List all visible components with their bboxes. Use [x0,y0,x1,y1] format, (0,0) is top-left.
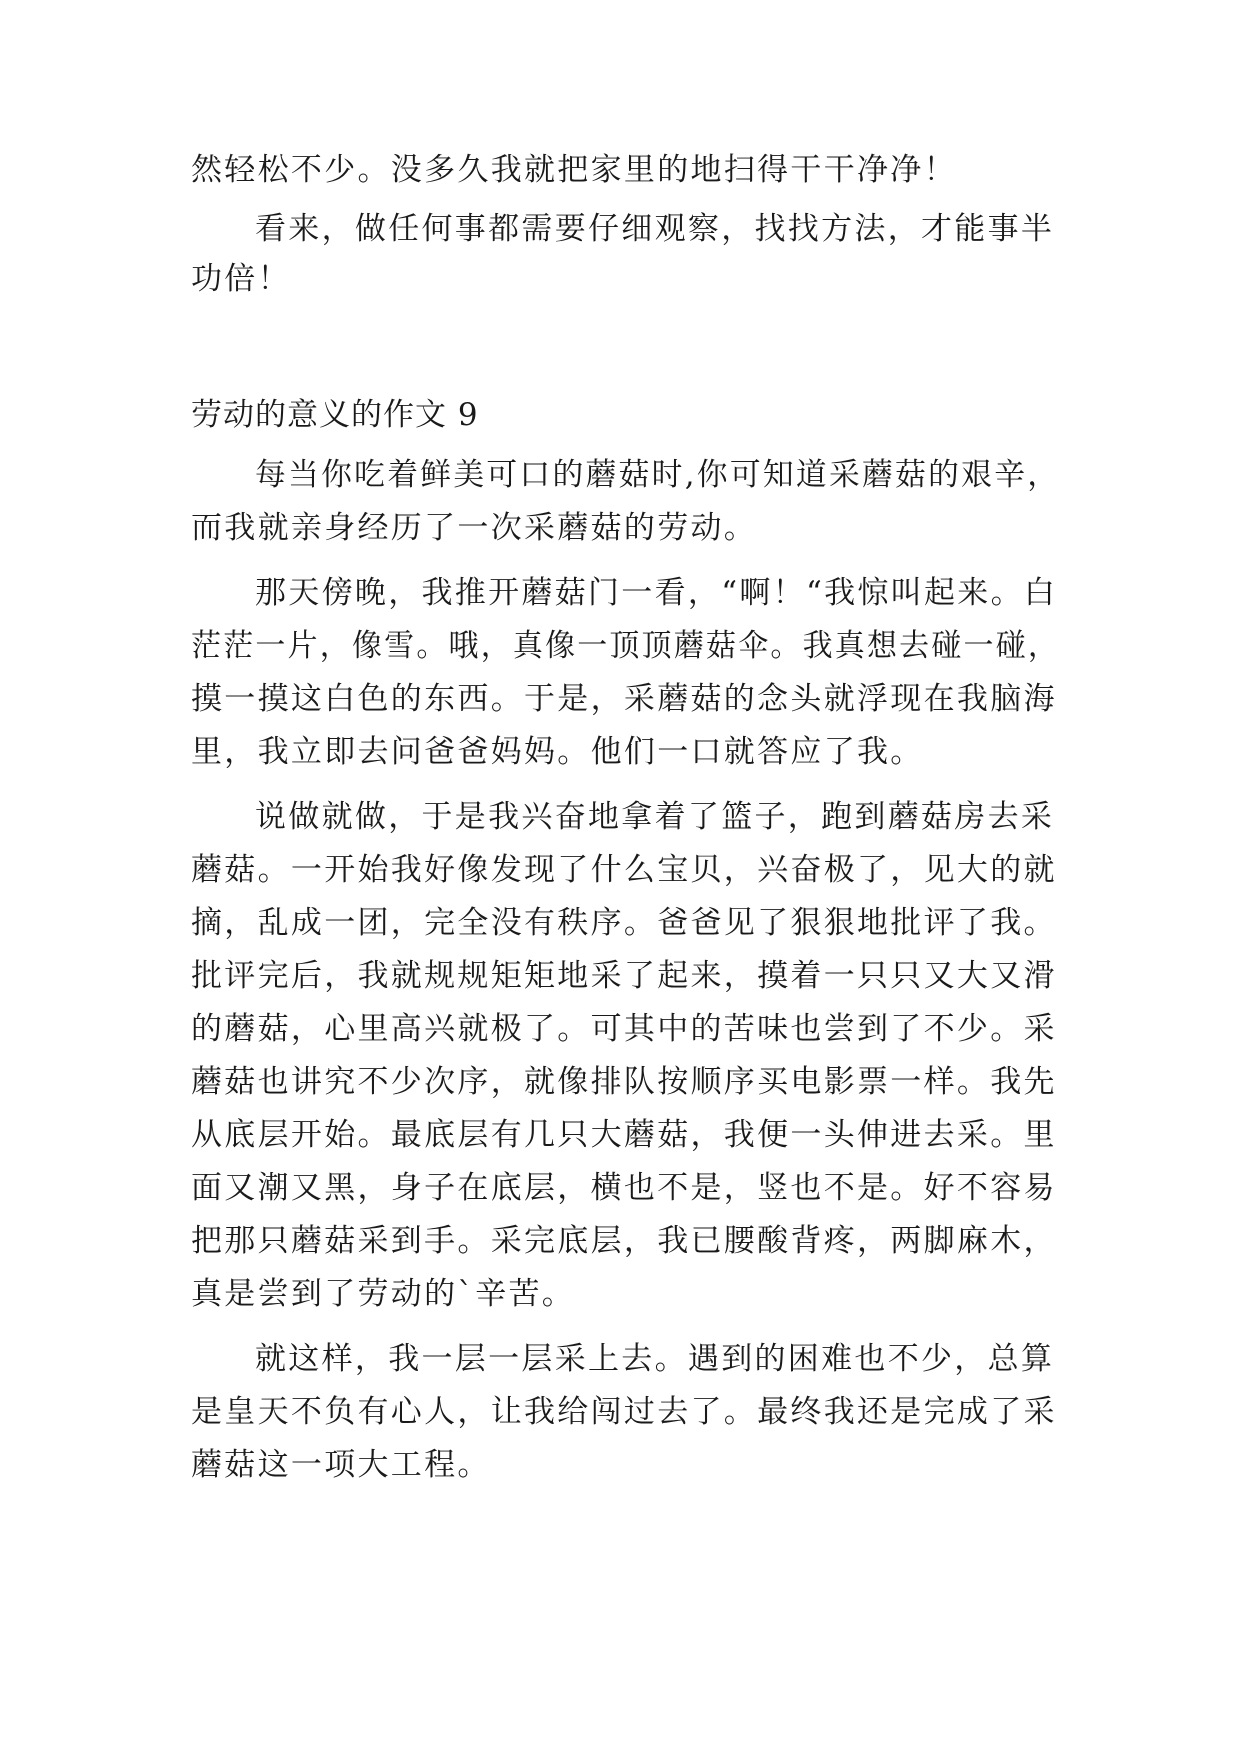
paragraph-line: 那天傍晚，我推开蘑菇门一看，“啊！“我惊叫起来。白 [255,575,1058,611]
paragraph-line: 真是尝到了劳动的`辛苦。 [191,1276,576,1312]
paragraph-line: 茫茫一片，像雪。哦，真像一顶顶蘑菇伞。我真想去碰一碰， [191,628,1061,664]
paragraph-line: 每当你吃着鲜美可口的蘑菇时,你可知道采蘑菇的艰辛， [255,457,1061,493]
paragraph-line: 然轻松不少。没多久我就把家里的地扫得干干净净！ [191,152,957,188]
paragraph-line: 从底层开始。最底层有几只大蘑菇，我便一头伸进去采。里 [191,1117,1057,1153]
paragraph-line: 而我就亲身经历了一次采蘑菇的劳动。 [191,510,758,546]
paragraph-line: 摘，乱成一团，完全没有秩序。爸爸见了狠狠地批评了我。 [191,905,1057,941]
paragraph-line: 看来，做任何事都需要仔细观察，找找方法，才能事半 [255,211,1055,247]
paragraph-line: 摸一摸这白色的东西。于是，采蘑菇的念头就浮现在我脑海 [191,681,1057,717]
paragraph-line: 面又潮又黑，身子在底层，横也不是，竖也不是。好不容易 [191,1170,1057,1206]
paragraph-line: 说做就做，于是我兴奋地拿着了篮子，跑到蘑菇房去采 [255,799,1055,835]
paragraph-line: 的蘑菇，心里高兴就极了。可其中的苦味也尝到了不少。采 [191,1011,1057,1047]
paragraph-line: 批评完后，我就规规矩矩地采了起来，摸着一只只又大又滑 [191,958,1057,994]
paragraph-line: 就这样，我一层一层采上去。遇到的困难也不少，总算 [255,1341,1055,1377]
paragraph-line: 蘑菇这一项大工程。 [191,1447,491,1483]
paragraph-line: 蘑菇。一开始我好像发现了什么宝贝，兴奋极了，见大的就 [191,852,1057,888]
paragraph-line: 是皇天不负有心人，让我给闯过去了。最终我还是完成了采 [191,1394,1057,1430]
paragraph-line: 把那只蘑菇采到手。采完底层，我已腰酸背疼，两脚麻木， [191,1223,1057,1259]
paragraph-line: 功倍！ [191,261,291,297]
section-title: 劳动的意义的作文 9 [191,397,479,433]
paragraph-line: 蘑菇也讲究不少次序，就像排队按顺序买电影票一样。我先 [191,1064,1057,1100]
paragraph-line: 里，我立即去问爸爸妈妈。他们一口就答应了我。 [191,734,924,770]
